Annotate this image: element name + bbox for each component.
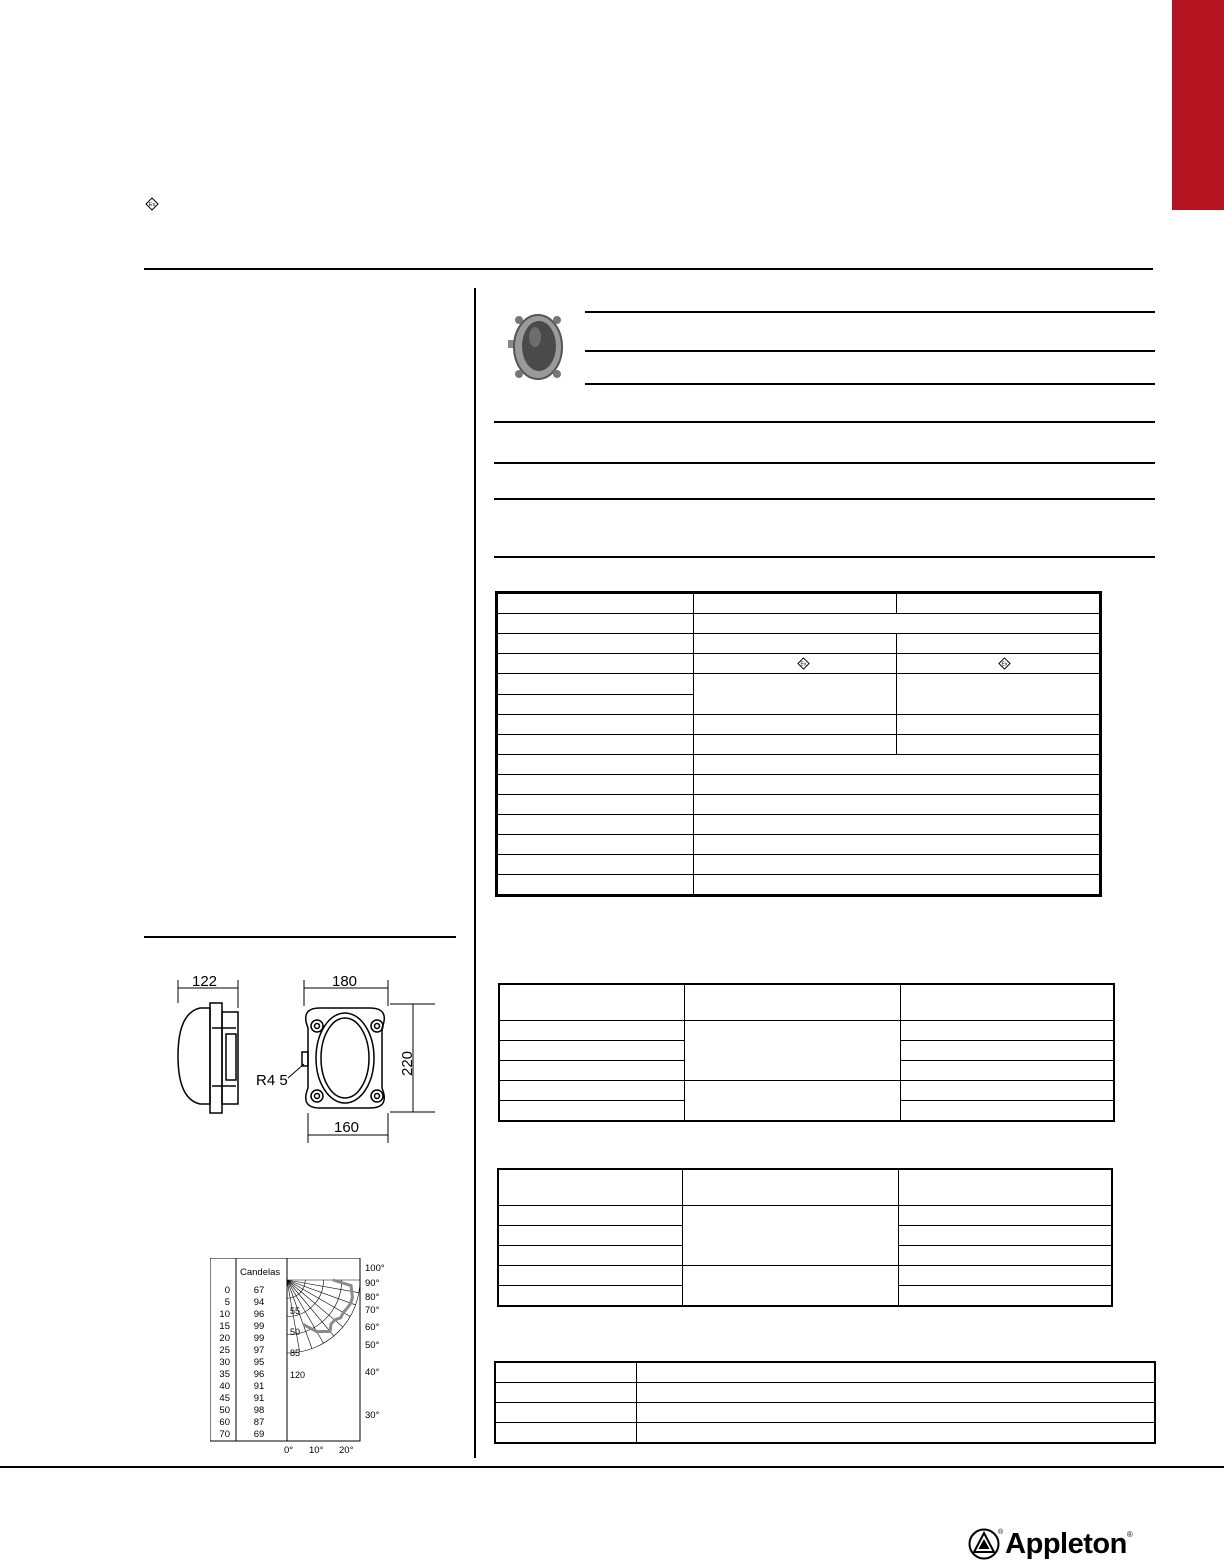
table-row: [498, 795, 1100, 815]
angle-value: 0: [224, 1285, 230, 1296]
candela-value: 98: [253, 1405, 265, 1416]
angle-value: 45: [219, 1393, 230, 1404]
photometric-diagram: [210, 1258, 400, 1458]
candela-value: 97: [253, 1345, 265, 1356]
ordering-table-a: [498, 983, 1115, 1122]
candela-values: [219, 1285, 264, 1440]
angle-label: 30°: [365, 1410, 380, 1421]
intensity-curve: [303, 1280, 352, 1332]
spec-rule-3: [585, 383, 1155, 385]
candela-value: 96: [253, 1309, 265, 1320]
table-row: [495, 1423, 1155, 1444]
angle-label: 100°: [365, 1263, 385, 1274]
ex-hazard-icon: [797, 657, 810, 670]
logo-registered: ®: [1126, 1529, 1133, 1539]
spec-rule-4: [494, 421, 1155, 423]
angle-value: 25: [219, 1345, 230, 1356]
fixture-photo: [505, 310, 567, 384]
angle-label: 20°: [339, 1445, 354, 1456]
table-row: [498, 594, 1100, 614]
spec-rule-2: [585, 350, 1155, 352]
table-row: [498, 755, 1100, 775]
angle-value: 35: [219, 1369, 230, 1380]
radial-label: 50: [290, 1327, 301, 1337]
header-rule: [144, 268, 1153, 270]
svg-text:Ex: Ex: [800, 661, 807, 668]
table-row: [498, 835, 1100, 855]
side-view: [178, 980, 238, 1113]
table-row: [495, 1362, 1155, 1383]
table-row: [498, 654, 1100, 674]
angle-value: 50: [219, 1405, 230, 1416]
table-row: [498, 775, 1100, 795]
polar-grid: [287, 1280, 360, 1353]
table-row: [498, 715, 1100, 735]
appleton-triangle-logo-icon: [968, 1528, 1000, 1560]
table-row: [498, 735, 1100, 755]
candela-value: 99: [253, 1333, 265, 1344]
candela-value: 91: [253, 1393, 265, 1404]
table-row: [495, 1403, 1155, 1423]
table-row: [498, 1266, 1112, 1286]
candela-value: 99: [253, 1321, 265, 1332]
table-header-row: [498, 1169, 1112, 1206]
angle-value: 40: [219, 1381, 230, 1392]
spec-rule-6: [494, 498, 1155, 500]
table-row: [498, 855, 1100, 875]
spec-rule-7: [494, 556, 1155, 558]
angle-label: 80°: [365, 1292, 380, 1303]
front-height-label: 220: [399, 1050, 416, 1076]
table-header-row: [499, 984, 1114, 1021]
table-row: [495, 1383, 1155, 1403]
angle-value: 70: [219, 1429, 230, 1440]
candela-value: 69: [253, 1429, 265, 1440]
table-row: [499, 1021, 1114, 1041]
table-row: [499, 1081, 1114, 1101]
specifications-table: [497, 593, 1100, 895]
radial-label: 55: [290, 1306, 301, 1316]
angle-label: 40°: [365, 1367, 380, 1378]
logo-wordmark: Appleton: [1005, 1527, 1127, 1560]
logo-mark-registered: ®: [998, 1528, 1004, 1536]
spec-rule-5: [494, 462, 1155, 464]
dimension-drawing: [170, 968, 445, 1148]
accessories-table: [494, 1361, 1156, 1444]
radial-label: 85: [290, 1348, 301, 1358]
table-row: [498, 875, 1100, 895]
angle-label: 90°: [365, 1278, 380, 1289]
radial-label: 120: [290, 1370, 306, 1380]
angle-value: 30: [219, 1357, 230, 1368]
table-row: [498, 634, 1100, 654]
angle-value: 60: [219, 1417, 230, 1428]
angle-label: 10°: [309, 1445, 324, 1456]
candela-value: 91: [253, 1381, 265, 1392]
ex-hazard-icon: [145, 197, 159, 211]
radius-label: R4 5: [256, 1072, 288, 1089]
angle-label: 70°: [365, 1305, 380, 1316]
angle-value: 20: [219, 1333, 230, 1344]
table-row: [498, 614, 1100, 634]
candela-value: 94: [253, 1297, 265, 1308]
angle-label: 60°: [365, 1322, 380, 1333]
spec-rule-1: [585, 311, 1155, 313]
candelas-header: Candelas: [240, 1267, 281, 1278]
angle-value: 10: [219, 1309, 230, 1320]
footer-rule: [0, 1466, 1224, 1468]
svg-text:Ex: Ex: [148, 202, 156, 209]
candela-value: 95: [253, 1357, 265, 1368]
angle-value: 5: [224, 1297, 230, 1308]
candela-value: 67: [253, 1285, 265, 1296]
angle-label: 50°: [365, 1340, 380, 1351]
section-tab: [1172, 0, 1224, 210]
table-row: [498, 1206, 1112, 1226]
angle-label: 0°: [284, 1445, 294, 1456]
appleton-logo: [968, 1524, 1133, 1564]
front-width-label: 180: [332, 973, 358, 990]
angle-value: 15: [219, 1321, 230, 1332]
candela-value: 87: [253, 1417, 265, 1428]
left-section-rule: [144, 936, 456, 938]
ex-hazard-icon: [998, 657, 1011, 670]
column-divider: [474, 288, 476, 1458]
candela-value: 96: [253, 1369, 265, 1380]
side-depth-label: 122: [192, 973, 218, 990]
table-row: [498, 815, 1100, 835]
svg-text:Ex: Ex: [1001, 661, 1008, 668]
table-row: [498, 674, 1100, 695]
ordering-table-b: [497, 1168, 1113, 1307]
mount-width-label: 160: [334, 1119, 360, 1136]
polar-labels: [284, 1263, 385, 1456]
